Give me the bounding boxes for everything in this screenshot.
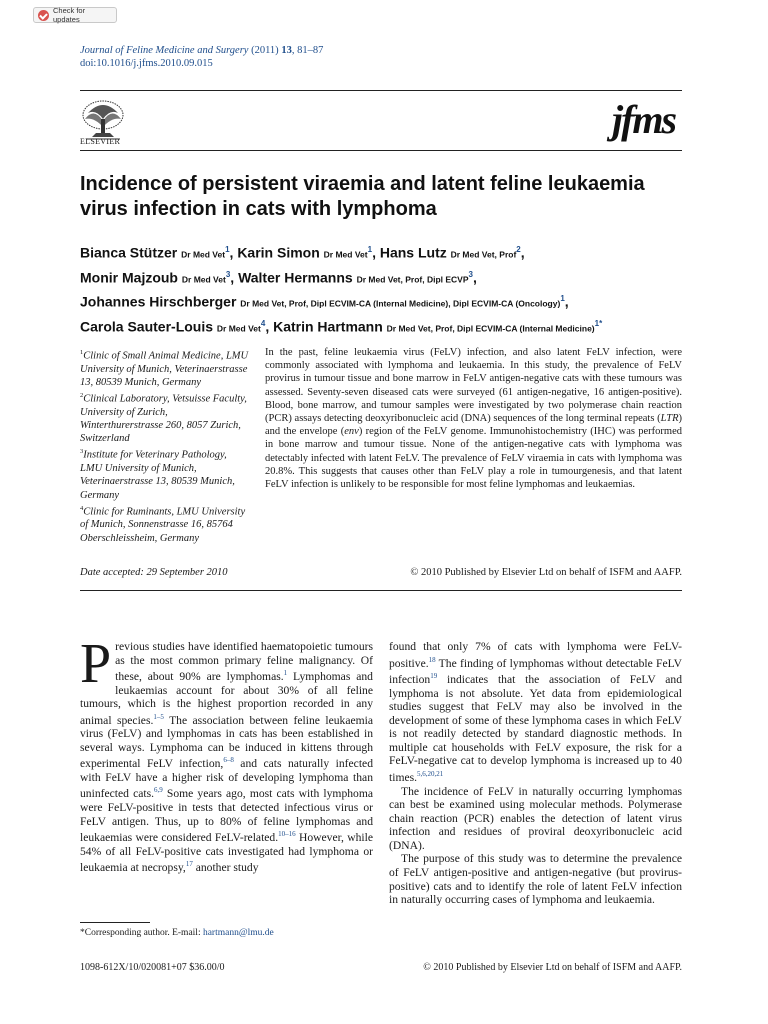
abstract-ltr: LTR: [660, 413, 679, 425]
author-name: Hans Lutz: [379, 244, 447, 261]
author-separator: ,: [564, 293, 569, 310]
author-separator: ,: [372, 244, 380, 261]
affiliation-marker: 1: [80, 349, 84, 356]
author-name: Johannes Hirschberger: [80, 293, 237, 310]
drop-cap: P: [80, 633, 112, 695]
author-degree: Dr Med Vet, Prof: [450, 249, 517, 260]
author-affiliation-marker: 1*: [594, 318, 603, 328]
citation-ref: 10–16: [278, 830, 296, 839]
author-name: Karin Simon: [237, 244, 320, 261]
journal-year: (2011): [251, 45, 279, 56]
abstract-env: env: [344, 426, 359, 438]
journal-volume: 13: [281, 45, 292, 56]
abstract-text-1: In the past, feline leukaemia virus (FeLV) infection, and also latent FeLV infection, were commonly associated with lymphoma and leukaemia. In this study, the prevalence of FeLV provirus in tumour tissue and bone marrow in FeLV antigen-negative cats with these tumours was assessed. Seventy-seven diseased cats were surveyed (61 antigen-negative, 16 antigen-positive). Blood, bone marrow, and tumour samples were investigated by two polymerase chain reaction (PCR) assays detecting deoxyribonucleic acid (DNA) sequences of the long terminal repeats (: [265, 347, 682, 425]
author-affiliation-marker: 3: [225, 269, 231, 279]
body-text: Lymphomas and leukaemias account for about 30% of all feline tumours, which is the highest proportion recorded in any animal species.: [80, 670, 373, 727]
author-degree: Dr Med Vet, Prof, Dipl ECVIM-CA (Internal Medicine): [386, 323, 595, 334]
affiliation-item: [80, 502, 250, 545]
header-top-rule: [80, 90, 682, 91]
affiliation-item: [80, 389, 250, 445]
footnote-rule: [80, 922, 150, 923]
author-degree: Dr Med Vet: [216, 323, 261, 334]
author-affiliation-marker: 3: [468, 269, 473, 279]
citation-ref: 5,6,20,21: [417, 770, 444, 779]
affiliation-text: Clinic of Small Animal Medicine, LMU University of Munich, Veterinaerstrasse 13, 80539 Munich, Germany: [80, 350, 249, 388]
author-affiliation-marker: 1: [560, 294, 565, 304]
column-1-text: [80, 633, 374, 875]
author-degree: Dr Med Vet, Prof, Dipl ECVIM-CA (Internal Medicine), Dipl ECVIM-CA (Oncology): [240, 298, 561, 309]
journal-citation[interactable]: [80, 44, 323, 70]
citation-ref: 18: [428, 655, 436, 664]
author-name: Bianca Stützer: [80, 244, 178, 261]
column-2-paragraph-3: The purpose of this study was to determine the prevalence of FeLV antigen-positive and antigen-negative (but provirus-positive) cats and to identify the role of latent FeLV infection in naturally occurring cases of lymphoma and leukaemia.: [389, 852, 682, 907]
affiliation-marker: 2: [80, 392, 84, 400]
author-degree: Dr Med Vet, Prof, Dipl ECVP: [356, 274, 469, 285]
author-separator: ,: [472, 269, 477, 286]
author-separator: ,: [230, 269, 239, 286]
citation-ref: 19: [430, 672, 438, 681]
issn-line: 1098-612X/10/020081+07 $36.00/0: [80, 962, 225, 973]
author-list: [80, 240, 700, 339]
affiliation-marker: 3: [80, 448, 84, 456]
author-affiliation-marker: 2: [516, 245, 521, 254]
corresponding-author-footnote: [80, 928, 274, 938]
check-for-updates-button[interactable]: [33, 7, 117, 23]
body-text: revious studies have identified haematopoietic tumours as the most common primary feline malignancy. Of these, about 90% are lymphomas.: [115, 640, 373, 684]
body-text: However, while 54% of all FeLV-positive cats investigated had lymphoma or leukaemia at necropsy,: [80, 831, 374, 875]
affiliation-item: [80, 445, 250, 501]
body-text: The finding of lymphomas without detectable FeLV infection: [389, 656, 682, 686]
body-text: found that only 7% of cats with lymphoma were FeLV-positive.: [389, 640, 682, 670]
affiliation-text: Clinic for Ruminants, LMU University of Munich, Sonnenstrasse 16, 85764 Oberschleissheim, Germany: [80, 506, 246, 544]
author-affiliation-marker: 1: [367, 245, 373, 254]
elsevier-wordmark: ELSEVIER: [80, 137, 121, 146]
article-title: Incidence of persistent viraemia and latent feline leukaemia virus infection in cats with lymphoma: [80, 173, 645, 220]
check-updates-icon: [38, 10, 49, 21]
journal-pages: , 81–87: [291, 45, 324, 56]
abstract-bottom-rule: [80, 590, 682, 591]
citation-ref: 6–8: [223, 756, 234, 765]
author-degree: Dr Med Vet: [323, 249, 368, 260]
author-degree: Dr Med Vet: [181, 249, 226, 260]
author-email-link[interactable]: hartmann@lmu.de: [202, 928, 274, 938]
column-2-paragraph-1: [389, 640, 682, 785]
affiliation-marker: 4: [80, 504, 84, 512]
author-separator: ,: [229, 244, 238, 261]
body-column-2: [389, 640, 682, 907]
column-2-paragraph-2: The incidence of FeLV in naturally occurring lymphomas can best be examined using molecular methods. Polymerase chain reaction (PCR) enables the detection of latent virus infection and residues of proviral deoxyribonucleic acid (DNA).: [389, 784, 682, 852]
author-name: Walter Hermanns: [238, 269, 353, 286]
check-updates-label: Check for updates: [53, 6, 86, 24]
body-text: another study: [192, 861, 259, 875]
copyright-bottom: © 2010 Published by Elsevier Ltd on behalf of ISFM and AAFP.: [423, 962, 682, 973]
author-name: Monir Majzoub: [80, 269, 178, 286]
copyright-notice: © 2010 Published by Elsevier Ltd on behalf of ISFM and AAFP.: [410, 567, 682, 578]
abstract: [265, 346, 682, 491]
author-affiliation-marker: 4: [260, 318, 266, 328]
affiliations: [80, 346, 250, 545]
body-column-1: [80, 633, 374, 875]
footnote-label: *Corresponding author. E-mail:: [80, 928, 203, 938]
header-bottom-rule: [80, 150, 682, 151]
jfms-logo: jfms: [612, 97, 676, 142]
journal-name: Journal of Feline Medicine and Surgery: [80, 45, 249, 56]
citation-ref: 6,9: [154, 786, 163, 795]
date-accepted: Date accepted: 29 September 2010: [80, 567, 228, 578]
author-affiliation-marker: 1: [225, 245, 230, 254]
body-text: Some years ago, most cats with lymphoma were FeLV-positive in tests that detected infectious virus or FeLV antigen. Thus, up to 80% of feline lymphomas and leukaemias were considered FeLV-related.: [80, 787, 374, 845]
affiliation-item: [80, 346, 250, 389]
author-separator: ,: [520, 244, 525, 261]
affiliation-text: Clinical Laboratory, Vetsuisse Faculty, University of Zurich, Winterthurerstrasse 260, 8057 Zurich, Switzerland: [80, 393, 247, 445]
author-name: Katrin Hartmann: [273, 318, 383, 335]
author-name: Carola Sauter-Louis: [80, 318, 214, 335]
author-separator: ,: [265, 318, 274, 335]
doi-link[interactable]: doi:10.1016/j.jfms.2010.09.015: [80, 58, 213, 69]
citation-ref: 17: [185, 860, 193, 869]
citation-ref: 1: [283, 669, 288, 678]
body-text: and cats naturally infected with FeLV have a higher risk of developing lymphoma than uninfected cats.: [80, 757, 373, 801]
author-degree: Dr Med Vet: [181, 274, 226, 285]
abstract-text-2: ) and the envelope (: [265, 413, 682, 438]
body-text: indicates that the association of FeLV and lymphoma is not absolute. Yet data from epidemiological studies suggest that FeLV may also be involved in the development of some of these lymphoma cases in which FeLV is not readily detected by standard diagnostic methods. In multiple cat households with FeLV exposure, the risk for a FeLV-negative cat to develop lymphoma is increased up to 40 times.: [389, 672, 682, 784]
body-text: The association between feline leukaemia virus (FeLV) and lymphomas in cats has been established in several ways. Lymphoma can be induced in kittens through experimental FeLV infection,: [80, 713, 373, 771]
citation-ref: 1–5: [153, 712, 164, 721]
affiliation-text: Institute for Veterinary Pathology, LMU University of Munich, Veterinaerstrasse 13, 80539 Munich, Germany: [80, 449, 235, 501]
abstract-text-3: ) region of the FeLV genome. Immunohistochemistry (IHC) was performed in bone marrow and tumour tissue. None of the antigen-negative cats with lymphoma was detectably infected with latent FeLV. The prevalence of FeLV viraemia in cats with lymphoma was 20.8%. This suggests that causes other than FeLV play a role in tumourgenesis, and that latent FeLV infection is unlikely to be responsible for most feline lymphomas and leukaemias.: [265, 426, 682, 491]
